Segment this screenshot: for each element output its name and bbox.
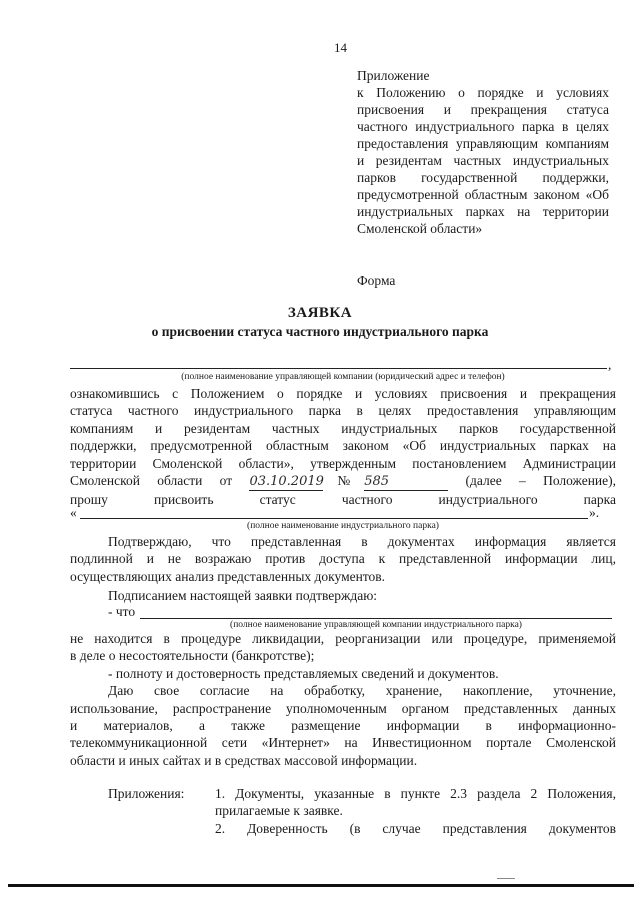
company-park-caption: (полное наименование управляющей компании индустриального парка) <box>230 620 522 630</box>
status-line: не находится в процедуре ликвидации, реорганизации или процедуре, применяемой <box>70 631 616 646</box>
attachment-item: 2. Доверенность (в случае представления документов <box>215 820 616 836</box>
scan-mark <box>497 878 515 879</box>
intro-line-decree <box>70 472 616 491</box>
company-caption: (полное наименование управляющей компании (юридический адрес и телефон) <box>181 372 505 382</box>
consent-line: телекоммуникационной сети «Интернет» на Инвестиционном портале Смоленской <box>70 735 616 751</box>
confirm-line: Подписанием настоящей заявки подтверждаю: <box>108 588 378 604</box>
status-paragraph <box>70 630 616 769</box>
decree-number: 585 <box>364 474 390 490</box>
status-line: в деле о несостоятельности (банкротстве); <box>70 648 315 664</box>
confirm-paragraph <box>70 533 616 605</box>
quote-open: « <box>70 505 77 520</box>
park-name-line <box>80 518 588 519</box>
intro-text: (далее – Положение), <box>465 473 617 489</box>
confirm-line: Подтверждаю, что представленная в документах информация является <box>108 534 616 549</box>
attachments-list <box>215 785 616 837</box>
intro-line: ознакомившись с Положением о порядке и условиях присвоения и прекращения <box>70 386 616 401</box>
confirm-line: осуществляющих анализ представленных документов. <box>70 568 386 584</box>
confirm-line: подлинной и не возражаю против доступа к представленной информации лиц, <box>70 551 616 567</box>
form-label: Форма <box>357 273 396 288</box>
intro-line: территории Смоленской области», утвержденным постановлением Администрации <box>70 455 616 471</box>
number-sign: № <box>323 473 365 489</box>
park-caption: (полное наименование индустриального парка) <box>247 521 439 531</box>
appendix-title: Приложение <box>357 68 430 83</box>
consent-line: использование, распространение уполномоченным органом представленных данных <box>70 700 616 716</box>
intro-line: поддержки, предусмотренной областным законом «Об индустриальных парках на <box>70 438 616 454</box>
appendix-text: к Положению о порядке и условиях присвоения и прекращения статуса частного индустриального парка в целях предоставления управляющим компаниям и резидентам частных индустриальных парков государственной поддержки, предусмотренной областным законом «Об индустриальных парках на территории Смоленской области» <box>357 85 609 236</box>
status-line: - полноту и достоверность представляемых сведений и документов. <box>108 665 499 681</box>
decree-date: 03.10.2019 <box>249 474 324 490</box>
consent-line: Даю свое согласие на обработку, хранение, накопление, уточнение, <box>108 683 616 699</box>
dash-what: - что <box>108 604 136 619</box>
decree-number-field <box>364 472 448 491</box>
intro-text: Смоленской области от <box>70 473 233 489</box>
company-park-line <box>140 618 612 619</box>
page-number: 14 <box>334 40 347 55</box>
intro-paragraph <box>70 385 616 509</box>
intro-line: компаниям и резидентам частных индустриальных парков государственной <box>70 420 616 436</box>
quote-close: ». <box>589 505 600 520</box>
document-subtitle: о присвоении статуса частного индустриального парка <box>151 324 489 339</box>
document-title: ЗАЯВКА <box>287 305 353 321</box>
attachments-label: Приложения: <box>108 786 185 801</box>
intro-line: статуса частного индустриального парка в целях предоставления управляющим <box>70 403 616 419</box>
attachment-item: прилагаемые к заявке. <box>215 803 343 819</box>
appendix-block <box>357 67 609 237</box>
company-name-line <box>70 368 607 369</box>
attachment-item: 1. Документы, указанные в пункте 2.3 раздела 2 Положения, <box>215 786 616 801</box>
decree-date-field <box>249 472 323 491</box>
intro-line: прошу присвоить статус частного индустриального парка <box>70 492 616 508</box>
consent-line: области и иных сайтах и в средствах массовой информации. <box>70 752 418 768</box>
page-bottom-rule <box>8 884 634 887</box>
company-line-comma: , <box>608 357 612 372</box>
consent-line: и материалов, а также размещение информации в информационно- <box>70 718 616 734</box>
